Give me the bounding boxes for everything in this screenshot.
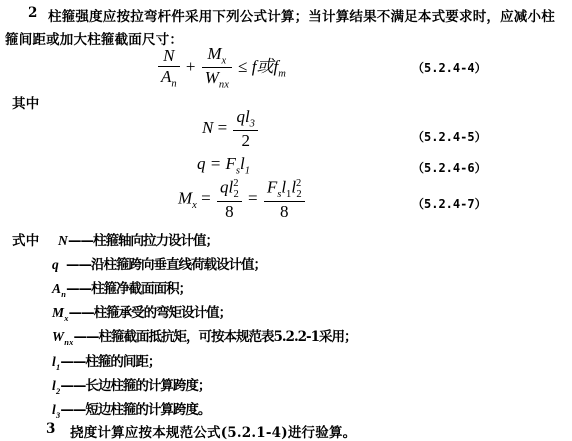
paragraph-3-number: 3 (46, 421, 56, 437)
definition-q: q ——沿柱箍跨向垂直线荷载设计值； (52, 257, 266, 273)
definition-l3: $l_3——$短边柱箍的计算跨度。 (52, 402, 211, 420)
formula-bending-moment: $M_x$ = $\frac{ql^2_2}{8}$ = $\frac{F_sl_1l^2_2}{8}$ (178, 178, 307, 221)
equation-number-5-2-4-4: （5.2.4-4） (412, 61, 487, 75)
definition-wnx: $W_{nx}——$柱箍截面抵抗矩，可按本规范表5.2.2-1采用； (52, 329, 357, 347)
qizhong-label: 其中 (12, 96, 40, 112)
paragraph-3-text: 挠度计算应按本规范公式(5.2.1-4)进行验算。 (70, 425, 357, 441)
equation-number-5-2-4-7: （5.2.4-7） (412, 197, 487, 211)
definition-l2: $l_2——$长边柱箍的计算跨度； (52, 378, 211, 396)
fraction-m-over-w: $\frac{M_x}{W_{nx}}$ (202, 45, 232, 91)
formula-axial-force: N = $\frac{ql_3}{2}$ (202, 108, 260, 150)
definition-mx: $M_x——$柱箍承受的弯矩设计值； (52, 305, 232, 323)
paragraph-2-number: 2 (28, 5, 38, 21)
definition-an: $A_n——$柱箍净截面面积； (52, 281, 192, 299)
definition-n: N——柱箍轴向拉力设计值； (58, 233, 218, 249)
equation-number-5-2-4-5: （5.2.4-5） (412, 130, 487, 144)
formula-line-load: $q = F_sl_1$ (197, 154, 250, 177)
paragraph-2-line2: 箍间距或加大柱箍截面尺寸： (5, 32, 184, 48)
where-label: 式中 (12, 233, 40, 249)
paragraph-2-line1: 柱箍强度应按拉弯杆件采用下列公式计算；当计算结果不满足本式要求时，应减小柱 (48, 9, 555, 25)
fraction-n-over-a: $\frac{N}{A_n}$ (158, 47, 180, 89)
formula-strength-check: $\frac{N}{A_n}$ + $\frac{M_x}{W_{nx}}$ ≤ f或$f_m$ (156, 45, 286, 91)
equation-number-5-2-4-6: （5.2.4-6） (412, 161, 487, 175)
definition-l1: $l_1——$柱箍的间距； (52, 354, 161, 372)
